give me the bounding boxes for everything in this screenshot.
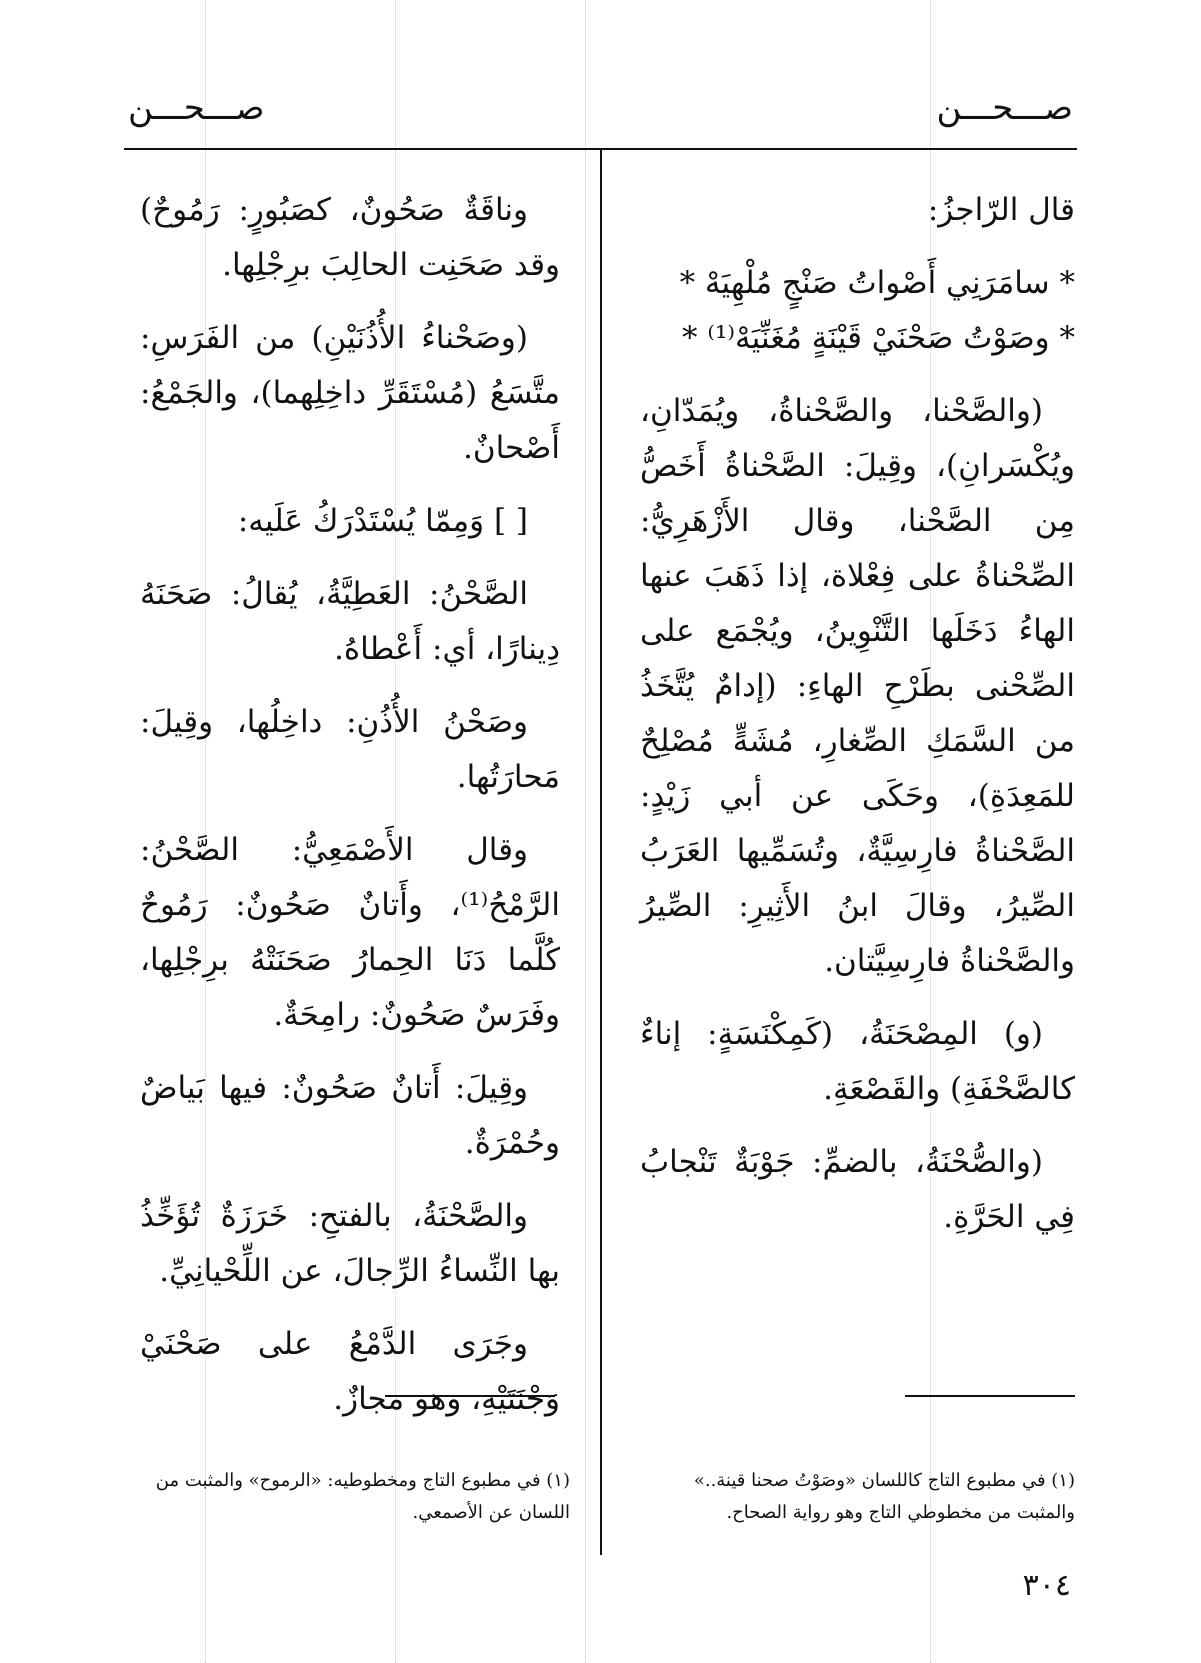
- paragraph: قال الرّاجزُ:: [927, 192, 1075, 228]
- left-column: [140, 183, 560, 1445]
- header-word-left: صـــحـــن: [128, 88, 265, 128]
- paragraph: وقال الأَصْمَعِيُّ: الصَّحْنُ: الرَّمْحُ⁽¹⁾، وأَتانٌ صَحُونٌ: رَمُوحٌ كُلَّما دَنَا الحِمارُ صَحَنَتْهُ برِجْلِها، وفَرَسٌ صَحُونٌ: رامِحَةٌ.: [140, 832, 560, 1033]
- column-divider: [600, 150, 602, 1555]
- right-column: [640, 183, 1075, 1263]
- paragraph: وجَرَى الدَّمْعُ على صَحْنَيْ وَجْنَتَيْهِ، وهو مجازٌ.: [140, 1326, 560, 1417]
- verse-line: * سامَرَنِي أَصْواتُ صَنْجٍ مُلْهِيَهْ *: [679, 265, 1075, 301]
- header-word-right: صـــحـــن: [936, 88, 1073, 128]
- paragraph: (و) المِصْحَنَةُ، (كَمِكْنَسَةٍ: إناءٌ كالصَّحْفَةِ) والقَصْعَةِ.: [640, 1016, 1075, 1107]
- footnote-rule-right: [905, 1395, 1075, 1397]
- footnote-rule-left: [385, 1395, 555, 1397]
- footnote-right: (١) في مطبوع التاج كاللسان «وصَوْتُ صحنا قينة..» والمثبت من مخطوطي التاج وهو رواية الصحاح.: [693, 1470, 1075, 1523]
- paragraph: (والصُّحْنَةُ، بالضمِّ: جَوْبَةٌ تَنْجابُ فِي الحَرَّةِ.: [640, 1144, 1075, 1235]
- paragraph: وصَحْنُ الأُذُنِ: داخِلُها، وقِيلَ: مَحارَتُها.: [140, 704, 560, 795]
- footnote-left: (١) في مطبوع التاج ومخطوطيه: «الرموح» والمثبت من اللسان عن الأصمعي.: [155, 1470, 570, 1523]
- paragraph: والصَّحْنَةُ، بالفتحِ: خَرَزَةٌ تُؤَخِّذُ بها النِّساءُ الرِّجالَ، عن اللِّحْيانِيِّ.: [140, 1198, 560, 1289]
- verse-line: * وصَوْتُ صَحْنَيْ قَيْنَةٍ مُغَنِّيَهْ⁽¹⁾ *: [682, 320, 1075, 356]
- paragraph: الصَّحْنُ: العَطِيَّةُ، يُقالُ: صَحَنَهُ دِينارًا، أي: أَعْطاهُ.: [140, 576, 560, 667]
- paragraph: وقِيلَ: أَتانٌ صَحُونٌ: فيها بَياضٌ وحُمْرَةٌ.: [140, 1070, 560, 1161]
- paragraph: [ ] وَمِمّا يُسْتَدْرَكُ عَلَيه:: [237, 503, 528, 539]
- scan-guide-line: [585, 0, 586, 1663]
- paragraph: (وصَحْناءُ الأُذُنَيْنِ) من الفَرَسِ: متَّسَعُ (مُسْتَقَرِّ داخِلِهما)، والجَمْعُ: أَصْحانٌ.: [140, 320, 560, 466]
- paragraph: (والصَّحْنا، والصَّحْناةُ، ويُمَدّانِ، ويُكْسَرانِ)، وقِيلَ: الصَّحْناةُ أَخَصُّ مِن الصَّحْنا، وقال الأَزْهَرِيُّ: الصِّحْناةُ على فِعْلاة، إذا ذَهَبَ عنها الهاءُ دَخَلَها التَّنْوِينُ، ويُجْمَع على الصِّحْنى بطَرْحِ الهاءِ: (إدامٌ يُتَّخَذُ من السَّمَكِ الصِّغارِ، مُشَهٍّ مُصْلِحٌ للمَعِدَةِ)، وحَكَى عن أبي زَيْدٍ: الصَّحْناةُ فارِسِيَّةٌ، وتُسَمِّيها العَرَبُ الصِّيرُ، وقالَ ابنُ الأَثِيرِ: الصِّيرُ والصَّحْناةُ فارِسِيَّتان.: [640, 393, 1075, 979]
- paragraph: وناقَةٌ صَحُونٌ، كصَبُورٍ: رَمُوحٌ) وقد صَحَنِت الحالِبَ برِجْلِها.: [140, 192, 560, 283]
- page-number: ٣٠٤: [1022, 1568, 1071, 1603]
